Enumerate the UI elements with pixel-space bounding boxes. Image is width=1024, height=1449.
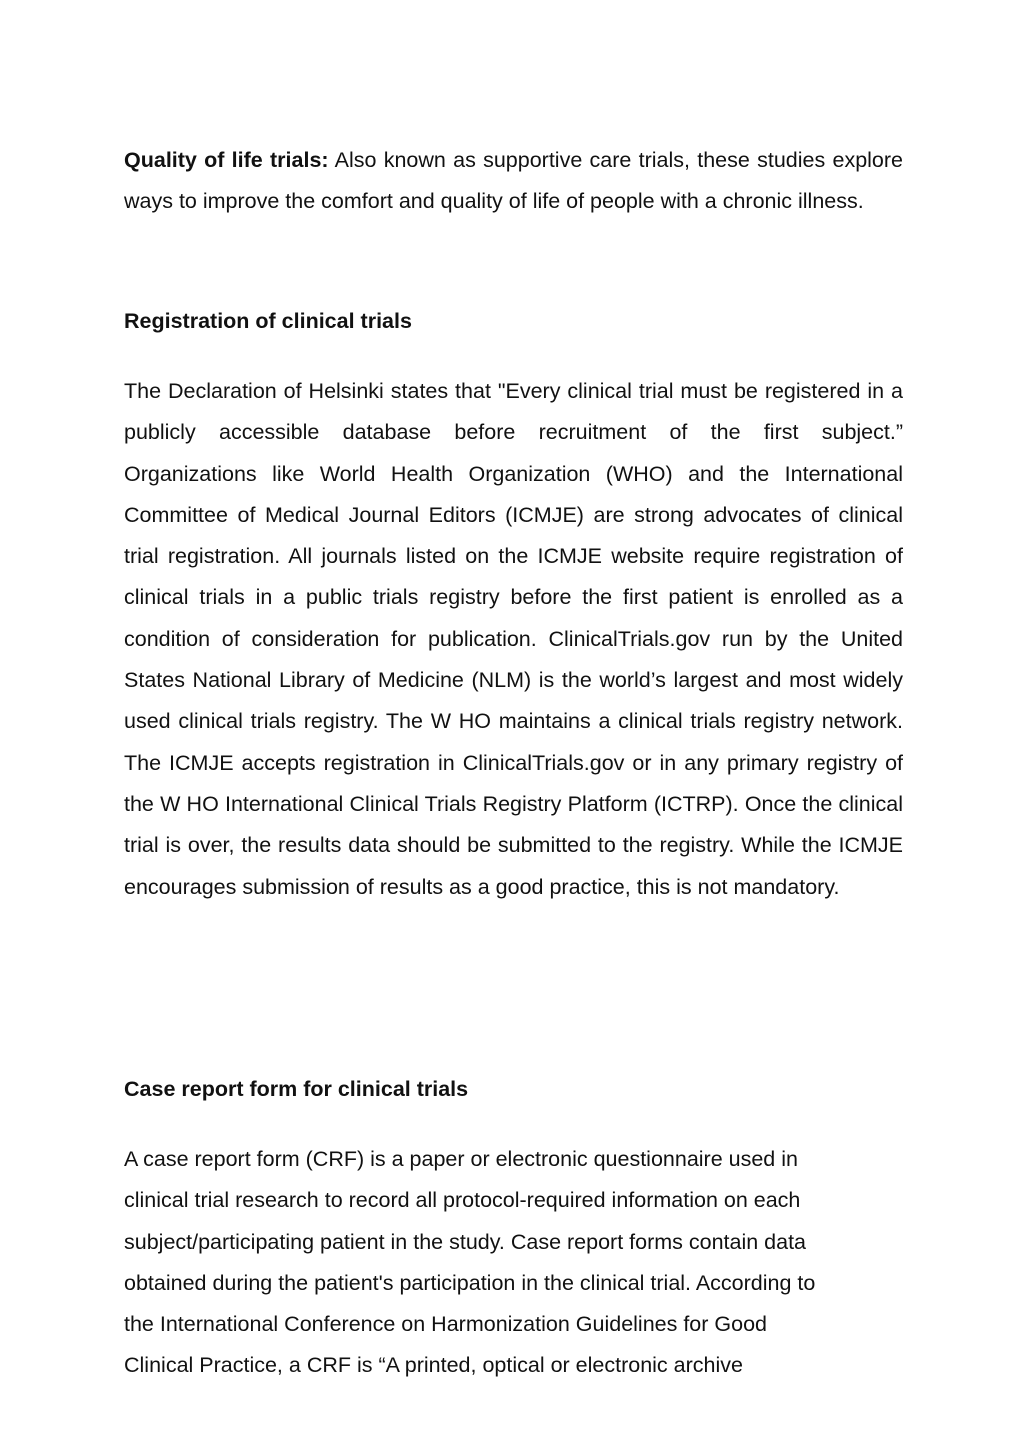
quality-of-life-text: Also known as supportive care trials, these studies explore ways to improve the comfort and quality of life of people with a chronic illness. — [124, 148, 904, 214]
registration-heading: Registration of clinical trials — [124, 309, 412, 333]
case-report-line: clinical trial research to record all protocol-required information on each — [124, 1188, 801, 1213]
case-report-heading: Case report form for clinical trials — [124, 1077, 469, 1101]
case-report-line: subject/participating patient in the study. Case report forms contain data — [124, 1229, 807, 1254]
case-report-paragraph — [124, 1139, 903, 1387]
quality-of-life-label: Quality of life trials: — [124, 148, 329, 172]
case-report-line: obtained during the patient's participation in the clinical trial. According to — [124, 1270, 816, 1295]
quality-of-life-paragraph — [124, 140, 903, 223]
case-report-line: Clinical Practice, a CRF is “A printed, optical or electronic archive — [124, 1353, 743, 1378]
registration-paragraph: The Declaration of Helsinki states that "Every clinical trial must be registered in a publicly accessible database before recruitment of the first subject.” Organizations like World Health Organization (WHO) and the International Committee of Medical Journal Editors (ICMJE) are strong advocates of clinical trial registration. All journals listed on the ICMJE website require registration of clinical trials in a public trials registry before the first patient is enrolled as a condition of consideration for publication. ClinicalTrials.gov run by the United States National Library of Medicine (NLM) is the world’s largest and most widely used clinical trials registry. The W HO maintains a clinical trials registry network. The ICMJE accepts registration in ClinicalTrials.gov or in any primary registry of the W HO International Clinical Trials Registry Platform (ICTRP). Once the clinical trial is over, the results data should be submitted to the registry. While the ICMJE encourages submission of results as a good practice, this is not mandatory. — [124, 379, 903, 899]
case-report-line: A case report form (CRF) is a paper or electronic questionnaire used in — [124, 1147, 798, 1171]
case-report-line: the International Conference on Harmonization Guidelines for Good — [124, 1312, 767, 1337]
